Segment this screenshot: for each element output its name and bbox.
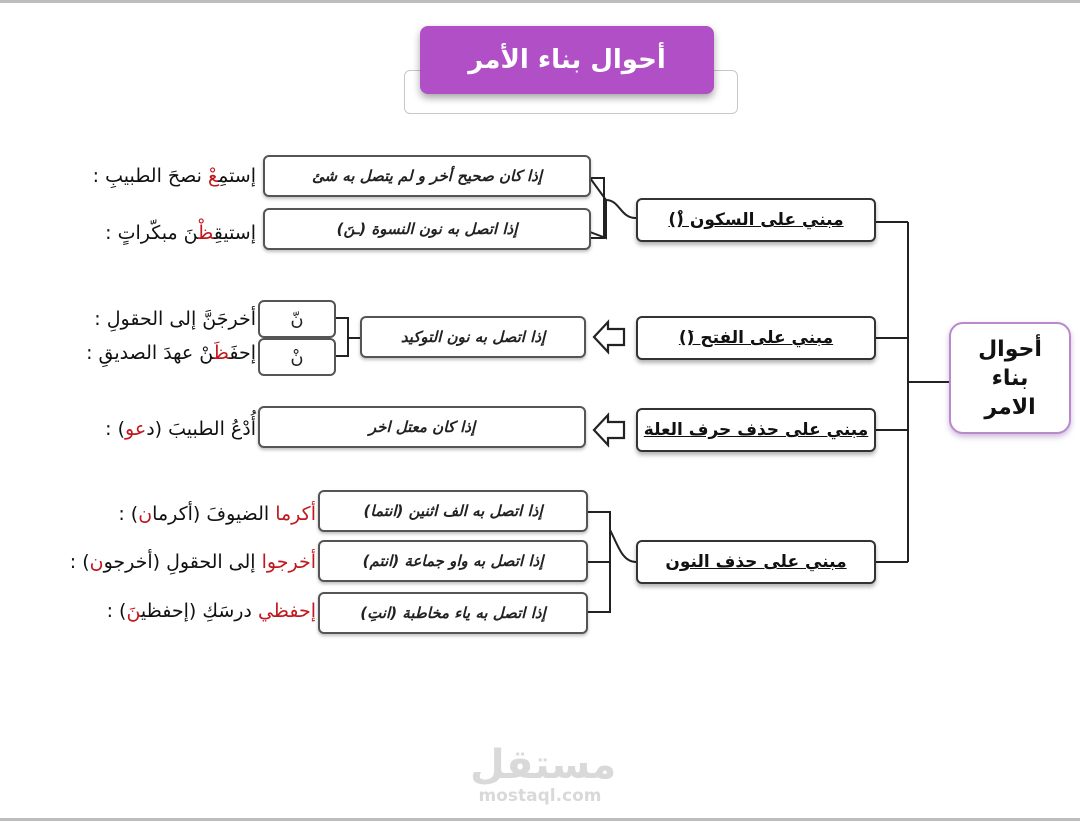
example-6: أكرما الضيوفَ (أكرمان) : [118, 503, 316, 525]
example-4: إحفَظَنْ عهدَ الصديقِ : [86, 342, 256, 364]
root-line-3: الامر [984, 394, 1036, 420]
nun-light-box: نْ [258, 338, 336, 376]
example-3: أخرجَنَّ إلى الحقولِ : [94, 308, 256, 330]
example-1: إستمِعْ نصحَ الطبيبِ : [92, 165, 256, 187]
condition-illa-1: إذا كان معتل اخر [258, 406, 586, 448]
condition-sukun-2: إذا اتصل به نون النسوة (ـنَ) [263, 208, 591, 250]
condition-nun-1: إذا اتصل به الف اثنين (انتما) [318, 490, 588, 532]
watermark-latin: mostaql.com [478, 786, 602, 806]
category-nun: مبني على حذف النون [636, 540, 876, 584]
condition-fath-1: إذا اتصل به نون التوكيد [360, 316, 586, 358]
condition-nun-2: إذا اتصل به واو جماعة (انتم) [318, 540, 588, 582]
category-illa: مبني على حذف حرف العلة [636, 408, 876, 452]
example-8: إحفظي درسَكِ (إحفظينَ) : [106, 600, 316, 622]
category-fath: مبني على الفتح (َ) [636, 316, 876, 360]
root-line-1: أحوال [978, 336, 1042, 362]
root-node [949, 322, 1071, 434]
watermark [470, 742, 617, 806]
nun-heavy-box: نّ [258, 300, 336, 338]
arrow-icons [594, 322, 624, 445]
condition-sukun-1: إذا كان صحيح أخر و لم يتصل به شئ [263, 155, 591, 197]
watermark-arabic: مستقل [470, 742, 617, 788]
example-7: أخرجوا إلى الحقولِ (أخرجون) : [69, 551, 316, 573]
condition-nun-3: إذا اتصل به ياء مخاطبة (انتِ) [318, 592, 588, 634]
diagram-title: أحوال بناء الأمر [420, 26, 714, 94]
example-2: إستيقِظْنَ مبكّراتٍ : [105, 222, 256, 244]
category-sukun: مبني على السكون (ْ) [636, 198, 876, 242]
root-line-2: بناء [991, 365, 1029, 391]
example-5: أُدْعُ الطبيبَ (دعو) : [105, 418, 256, 440]
